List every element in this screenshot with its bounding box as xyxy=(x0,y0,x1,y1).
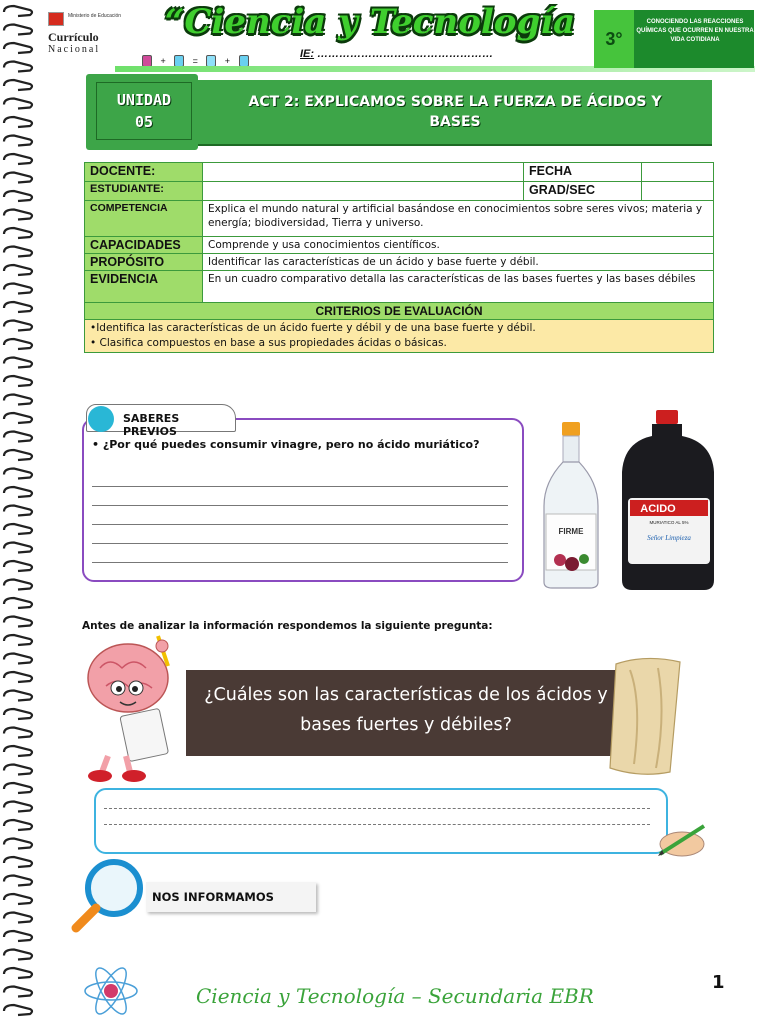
table-row xyxy=(85,163,714,182)
evidencia-label: EVIDENCIA xyxy=(85,271,203,303)
spiral-coil xyxy=(4,728,32,738)
saberes-title: SABERES PREVIOS xyxy=(86,404,236,432)
spiral-coil xyxy=(4,80,32,90)
spiral-coil xyxy=(4,265,32,275)
footer-text: Ciencia y Tecnología – Secundaria EBR xyxy=(196,984,594,1008)
spiral-coil xyxy=(4,321,32,331)
table-row xyxy=(85,254,714,271)
spiral-coil xyxy=(4,950,32,960)
table-row xyxy=(85,201,714,237)
spiral-coil xyxy=(4,376,32,386)
activity-title: ACT 2: EXPLICAMOS SOBRE LA FUERZA DE ÁCIDOS Y BASES xyxy=(248,94,662,130)
acid-sublabel: MURIATICO AL 5% xyxy=(649,520,689,525)
spiral-coil xyxy=(4,783,32,793)
table-row xyxy=(85,303,714,320)
spiral-coil xyxy=(4,6,32,16)
spiral-coil xyxy=(4,62,32,72)
criterio-item: •Identifica las características de un ácido fuerte y débil y de una base fuerte y débil. xyxy=(90,322,536,334)
spiral-coil xyxy=(4,580,32,590)
ie-field[interactable] xyxy=(300,48,493,60)
spiral-coil xyxy=(4,894,32,904)
unidad-label: UNIDAD xyxy=(116,91,172,109)
docente-label: DOCENTE: xyxy=(85,163,203,182)
spiral-coil xyxy=(4,968,32,978)
spiral-coil xyxy=(4,691,32,701)
beaker-icon xyxy=(206,55,216,67)
ministerio-label: Ministerio de Educación xyxy=(68,13,122,19)
vinegar-label: FIRME xyxy=(558,527,584,536)
answer-line[interactable] xyxy=(104,808,650,809)
spiral-coil xyxy=(4,302,32,312)
brain-mascot-image xyxy=(78,616,184,786)
capacidades-value: Comprende y usa conocimientos científicos. xyxy=(203,237,714,254)
spiral-coil xyxy=(4,654,32,664)
spiral-coil xyxy=(4,413,32,423)
vinegar-bottle-image xyxy=(530,418,612,590)
unidad-badge xyxy=(96,82,192,140)
nos-informamos-heading: NOS INFORMAMOS xyxy=(146,882,316,912)
writing-hand-icon xyxy=(654,820,710,860)
beaker-icon xyxy=(142,55,152,67)
spiral-coil xyxy=(4,43,32,53)
spiral-coil xyxy=(4,617,32,627)
ie-dots: ………………………………………… xyxy=(317,48,494,60)
grade-topic: CONOCIENDO LAS REACCIONES QUÍMICAS QUE OCURREN EN NUESTRA VIDA COTIDIANA xyxy=(636,19,754,43)
estudiante-label: ESTUDIANTE: xyxy=(85,182,203,201)
main-title: “Ciencia y Tecnología xyxy=(164,2,576,42)
spiral-coil xyxy=(4,598,32,608)
peru-flag-icon xyxy=(48,12,64,26)
spiral-coil xyxy=(4,876,32,886)
parchment-scroll-image xyxy=(606,654,688,778)
spiral-coil xyxy=(4,191,32,201)
answer-line[interactable] xyxy=(92,543,508,544)
spiral-coil xyxy=(4,765,32,775)
spiral-coil xyxy=(4,450,32,460)
saberes-question: • ¿Por qué puedes consumir vinagre, pero no ácido muriático? xyxy=(92,438,480,451)
spiral-coil xyxy=(4,339,32,349)
gradsec-field[interactable] xyxy=(642,182,714,201)
spiral-coil xyxy=(4,561,32,571)
spiral-coil xyxy=(4,487,32,497)
criterio-item: • Clasifica compuestos en base a sus propiedades ácidas o básicas. xyxy=(90,337,447,349)
table-row xyxy=(85,320,714,353)
criterios-list xyxy=(85,320,714,353)
spiral-coil xyxy=(4,506,32,516)
estudiante-field[interactable] xyxy=(203,182,524,201)
spiral-coil xyxy=(4,25,32,35)
spiral-coil xyxy=(4,136,32,146)
grade-number: 3° xyxy=(594,10,634,68)
spiral-coil xyxy=(4,913,32,923)
spiral-coil xyxy=(4,746,32,756)
answer-line[interactable] xyxy=(104,824,650,825)
spiral-coil xyxy=(4,432,32,442)
curriculo-logo-line1: Currículo xyxy=(48,30,99,44)
curriculo-logo-line2: Nacional xyxy=(48,44,101,55)
acid-brand: Señor Limpieza xyxy=(647,534,691,542)
answer-line[interactable] xyxy=(92,524,508,525)
answer-box xyxy=(94,788,668,854)
spiral-coil xyxy=(4,987,32,997)
spiral-coil xyxy=(4,284,32,294)
spiral-coil xyxy=(4,802,32,812)
spiral-coil xyxy=(4,358,32,368)
answer-line[interactable] xyxy=(92,562,508,563)
proposito-label: PROPÓSITO xyxy=(85,254,203,271)
ie-label: IE: xyxy=(300,48,315,60)
acid-label: ACIDO xyxy=(640,503,676,515)
saberes-tab-icon xyxy=(88,406,114,432)
spiral-coil xyxy=(4,709,32,719)
criterios-heading: CRITERIOS DE EVALUACIÓN xyxy=(85,303,714,320)
docente-field[interactable] xyxy=(203,163,524,182)
table-row xyxy=(85,182,714,201)
capacidades-label: CAPACIDADES xyxy=(85,237,203,254)
unidad-number: 05 xyxy=(134,113,154,131)
fecha-label: FECHA xyxy=(524,163,642,182)
spiral-coil xyxy=(4,154,32,164)
answer-line[interactable] xyxy=(92,505,508,506)
spiral-coil xyxy=(4,99,32,109)
chemical-equation-icons: + = + xyxy=(142,52,292,70)
competencia-value: Explica el mundo natural y artificial basándose en conocimientos sobre seres vivos; materia y energía; biodiversidad, Tierra y universo. xyxy=(203,201,714,237)
spiral-coil xyxy=(4,395,32,405)
main-question: ¿Cuáles son las características de los ácidos y bases fuertes y débiles? xyxy=(204,685,608,735)
spiral-coil xyxy=(4,839,32,849)
table-row xyxy=(85,271,714,303)
spiral-binding xyxy=(0,0,40,1024)
spiral-coil xyxy=(4,524,32,534)
spiral-coil xyxy=(4,857,32,867)
intro-instruction: Antes de analizar la información respondemos la siguiente pregunta: xyxy=(82,620,493,632)
table-row xyxy=(85,237,714,254)
beaker-icon xyxy=(239,55,249,67)
magnifying-glass-icon xyxy=(68,856,158,936)
spiral-coil xyxy=(4,635,32,645)
spiral-coil xyxy=(4,543,32,553)
page-number: 1 xyxy=(712,972,725,993)
info-table xyxy=(84,162,714,353)
competencia-label: COMPETENCIA xyxy=(85,201,203,237)
evidencia-value: En un cuadro comparativo detalla las características de las bases fuertes y las bases débiles xyxy=(203,271,714,303)
spiral-coil xyxy=(4,1005,32,1015)
fecha-field[interactable] xyxy=(642,163,714,182)
spiral-coil xyxy=(4,210,32,220)
spiral-coil xyxy=(4,469,32,479)
spiral-coil xyxy=(4,228,32,238)
beaker-icon xyxy=(174,55,184,67)
spiral-coil xyxy=(4,820,32,830)
proposito-value: Identificar las características de un ácido y base fuerte y débil. xyxy=(203,254,714,271)
spiral-coil xyxy=(4,672,32,682)
spiral-coil xyxy=(4,931,32,941)
muriatic-acid-jug-image xyxy=(618,408,718,592)
spiral-coil xyxy=(4,117,32,127)
gradsec-label: GRAD/SEC xyxy=(524,182,642,201)
answer-line[interactable] xyxy=(92,486,508,487)
spiral-coil xyxy=(4,173,32,183)
atom-logo-icon xyxy=(80,960,142,1022)
spiral-coil xyxy=(4,247,32,257)
